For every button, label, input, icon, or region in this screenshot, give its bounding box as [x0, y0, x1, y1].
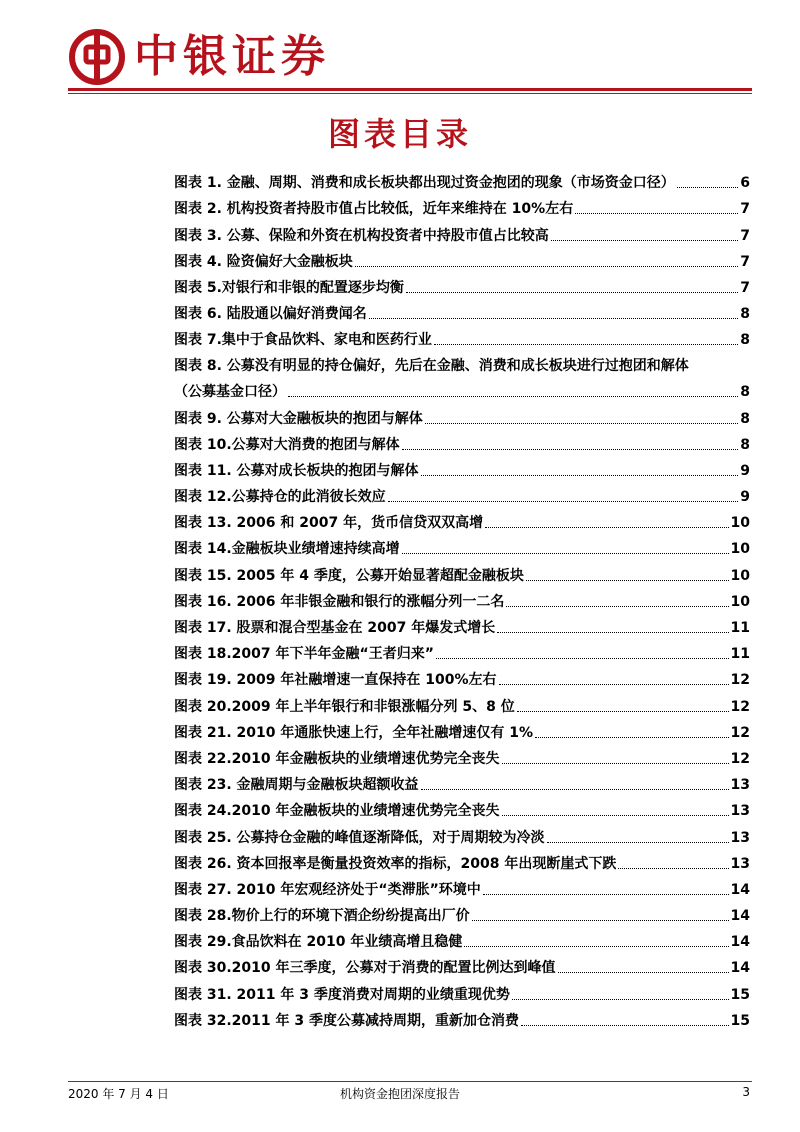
toc-entry-label: 图表 30.2010 年三季度，公募对于消费的配置比例达到峰值 — [174, 960, 556, 977]
toc-entry-label: 图表 2. 机构投资者持股市值占比较低，近年来维持在 10%左右 — [174, 201, 574, 218]
toc-entry-page: 13 — [730, 855, 750, 872]
toc-entry-page: 12 — [730, 672, 750, 689]
toc-entry-page: 8 — [740, 332, 750, 349]
toc-entry-label-continued: （公募基金口径） — [174, 384, 286, 401]
toc-entry-page: 14 — [730, 908, 750, 925]
toc-entry[interactable] — [174, 742, 750, 768]
toc-entry-label: 图表 24.2010 年金融板块的业绩增速优势完全丧失 — [174, 803, 500, 820]
toc-entry[interactable] — [174, 166, 750, 192]
dot-leader — [421, 475, 739, 476]
dot-leader — [369, 318, 738, 319]
toc-entry[interactable] — [174, 585, 750, 611]
dot-leader — [502, 763, 729, 764]
toc-entry-label: 图表 19. 2009 年社融增速一直保持在 100%左右 — [174, 672, 497, 689]
toc-entry[interactable] — [174, 977, 750, 1003]
dot-leader — [521, 1025, 729, 1026]
toc-entry-page: 10 — [730, 593, 750, 610]
toc-entry-label: 图表 20.2009 年上半年银行和非银涨幅分列 5、8 位 — [174, 698, 515, 715]
toc-entry[interactable] — [174, 794, 750, 820]
toc-entry[interactable] — [174, 663, 750, 689]
toc-entry-page: 7 — [740, 279, 750, 296]
dot-leader — [558, 972, 729, 973]
toc-entry[interactable] — [174, 506, 750, 532]
toc-entry-page: 7 — [740, 253, 750, 270]
toc-entry-page: 10 — [730, 515, 750, 532]
toc-entry[interactable] — [174, 637, 750, 663]
dot-leader — [436, 658, 729, 659]
toc-entry[interactable] — [174, 349, 750, 401]
toc-entry[interactable] — [174, 899, 750, 925]
toc-entry-label: 图表 15. 2005 年 4 季度，公募开始显著超配金融板块 — [174, 567, 524, 584]
dot-leader — [388, 501, 739, 502]
toc-entry-page: 8 — [740, 384, 750, 401]
toc-entry-page: 13 — [730, 829, 750, 846]
dot-leader — [575, 213, 738, 214]
toc-entry-label: 图表 12.公募持仓的此消彼长效应 — [174, 489, 386, 506]
dot-leader — [618, 868, 728, 869]
toc-entry-label: 图表 23. 金融周期与金融板块超额收益 — [174, 777, 419, 794]
toc-entry-page: 15 — [730, 1012, 750, 1029]
dot-leader — [421, 789, 729, 790]
toc-entry[interactable] — [174, 297, 750, 323]
toc-entry-page: 14 — [730, 881, 750, 898]
toc-entry-label: 图表 27. 2010 年宏观经济处于“类滞胀”环境中 — [174, 881, 481, 898]
toc-entry-label: 图表 32.2011 年 3 季度公募减持周期，重新加仓消费 — [174, 1012, 520, 1029]
dot-leader — [517, 711, 729, 712]
dot-leader — [288, 396, 738, 397]
toc-entry-label: 图表 11. 公募对成长板块的抱团与解体 — [174, 462, 419, 479]
toc-entry[interactable] — [174, 689, 750, 715]
toc-entry-label: 图表 9. 公募对大金融板块的抱团与解体 — [174, 410, 423, 427]
toc-entry-label: 图表 10.公募对大消费的抱团与解体 — [174, 436, 400, 453]
dot-leader — [551, 240, 738, 241]
toc-entry-page: 8 — [740, 410, 750, 427]
toc-entry-label: 图表 21. 2010 年通胀快速上行，全年社融增速仅有 1% — [174, 724, 534, 741]
toc-entry-page: 10 — [730, 541, 750, 558]
footer-report-title: 机构资金抱团深度报告 — [339, 1087, 460, 1101]
toc-entry[interactable] — [174, 218, 750, 244]
footer-date: 2020 年 7 月 4 日 — [68, 1087, 169, 1101]
page-header — [0, 0, 800, 100]
dot-leader — [406, 292, 738, 293]
toc-entry[interactable] — [174, 532, 750, 558]
toc-entry-page: 8 — [740, 306, 750, 323]
toc-entry[interactable] — [174, 951, 750, 977]
header-rule-thin — [68, 93, 752, 94]
toc-entry[interactable] — [174, 454, 750, 480]
dot-leader — [497, 632, 728, 633]
toc-entry[interactable] — [174, 401, 750, 427]
toc-entry-label: 图表 26. 资本回报率是衡量投资效率的指标，2008 年出现断崖式下跌 — [174, 855, 617, 872]
toc-entry-label: 图表 17. 股票和混合型基金在 2007 年爆发式增长 — [174, 620, 496, 636]
footer-page-number: 3 — [742, 1085, 750, 1099]
toc-entry-label: 图表 5.对银行和非银的配置逐步均衡 — [174, 279, 404, 296]
toc-entry-label: 图表 18.2007 年下半年金融“王者归来” — [174, 646, 434, 663]
brand-name: 中银证券 — [134, 31, 330, 82]
toc-entry[interactable] — [174, 271, 750, 297]
toc-entry-page: 11 — [730, 646, 750, 663]
toc-entry[interactable] — [174, 245, 750, 271]
toc-entry[interactable] — [174, 428, 750, 454]
toc-entry-label: 图表 6. 陆股通以偏好消费闻名 — [174, 306, 367, 323]
dot-leader — [472, 920, 729, 921]
toc-entry[interactable] — [174, 192, 750, 218]
dot-leader — [502, 815, 729, 816]
toc-entry-label: 图表 13. 2006 和 2007 年，货币信贷双双高增 — [174, 515, 484, 532]
toc-entry-label: 图表 31. 2011 年 3 季度消费对周期的业绩重现优势 — [174, 986, 510, 1003]
toc-entry[interactable] — [174, 716, 750, 742]
toc-entry-label: 图表 3. 公募、保险和外资在机构投资者中持股市值占比较高 — [174, 227, 549, 244]
toc-entry[interactable] — [174, 925, 750, 951]
toc-entry-label: 图表 14.金融板块业绩增速持续高增 — [174, 541, 400, 558]
bank-of-china-logo-icon — [68, 28, 126, 86]
dot-leader — [677, 187, 738, 188]
dot-leader — [402, 553, 729, 554]
toc-entry-page: 7 — [740, 201, 750, 218]
table-of-figures — [174, 166, 750, 1030]
dot-leader — [464, 946, 728, 947]
toc-entry[interactable] — [174, 873, 750, 899]
toc-entry-page: 9 — [740, 462, 750, 479]
toc-entry-label: 图表 7.集中于食品饮料、家电和医药行业 — [174, 332, 432, 349]
dot-leader — [483, 894, 729, 895]
toc-entry-page: 7 — [740, 227, 750, 244]
toc-entry-label: 图表 16. 2006 年非银金融和银行的涨幅分列一二名 — [174, 593, 505, 610]
dot-leader — [526, 580, 729, 581]
toc-entry[interactable] — [174, 558, 750, 584]
dot-leader — [402, 449, 739, 450]
toc-entry-label: 图表 4. 险资偏好大金融板块 — [174, 253, 353, 270]
footer-rule — [68, 1081, 752, 1082]
toc-entry-page: 15 — [730, 986, 750, 1003]
dot-leader — [535, 737, 728, 738]
toc-entry-page: 13 — [730, 803, 750, 820]
toc-entry-page: 11 — [730, 620, 750, 636]
toc-entry-page: 14 — [730, 960, 750, 977]
dot-leader — [355, 266, 738, 267]
toc-entry-label: 图表 29.食品饮料在 2010 年业绩高增且稳健 — [174, 934, 463, 951]
toc-entry-label: 图表 28.物价上行的环境下酒企纷纷提高出厂价 — [174, 908, 470, 925]
toc-entry[interactable] — [174, 768, 750, 794]
toc-entry-page: 13 — [730, 777, 750, 794]
dot-leader — [506, 606, 728, 607]
toc-entry[interactable] — [174, 820, 750, 846]
dot-leader — [512, 999, 729, 1000]
toc-entry-page: 12 — [730, 724, 750, 741]
toc-entry-page: 8 — [740, 436, 750, 453]
toc-entry-label: 图表 1. 金融、周期、消费和成长板块都出现过资金抱团的现象（市场资金口径） — [174, 175, 675, 192]
dot-leader — [547, 842, 729, 843]
toc-entry-label: 图表 25. 公募持仓金融的峰值逐渐降低，对于周期较为冷淡 — [174, 829, 545, 846]
dot-leader — [499, 684, 729, 685]
header-rule — [68, 88, 752, 91]
toc-entry[interactable] — [174, 1004, 750, 1030]
toc-entry[interactable] — [174, 611, 750, 637]
toc-entry-page: 10 — [730, 567, 750, 584]
dot-leader — [434, 344, 738, 345]
dot-leader — [485, 527, 728, 528]
toc-entry-page: 9 — [740, 489, 750, 506]
toc-entry-page: 12 — [730, 698, 750, 715]
dot-leader — [425, 423, 738, 424]
toc-entry[interactable] — [174, 480, 750, 506]
toc-entry[interactable] — [174, 323, 750, 349]
page-title: 图表目录 — [327, 115, 472, 153]
toc-entry-page: 12 — [730, 750, 750, 767]
toc-entry-page: 6 — [740, 175, 750, 192]
toc-entry-page: 14 — [730, 934, 750, 951]
toc-entry-label: 图表 22.2010 年金融板块的业绩增速优势完全丧失 — [174, 750, 500, 767]
toc-entry[interactable] — [174, 847, 750, 873]
toc-entry-label: 图表 8. 公募没有明显的持仓偏好，先后在金融、消费和成长板块进行过抱团和解体 — [174, 358, 689, 375]
